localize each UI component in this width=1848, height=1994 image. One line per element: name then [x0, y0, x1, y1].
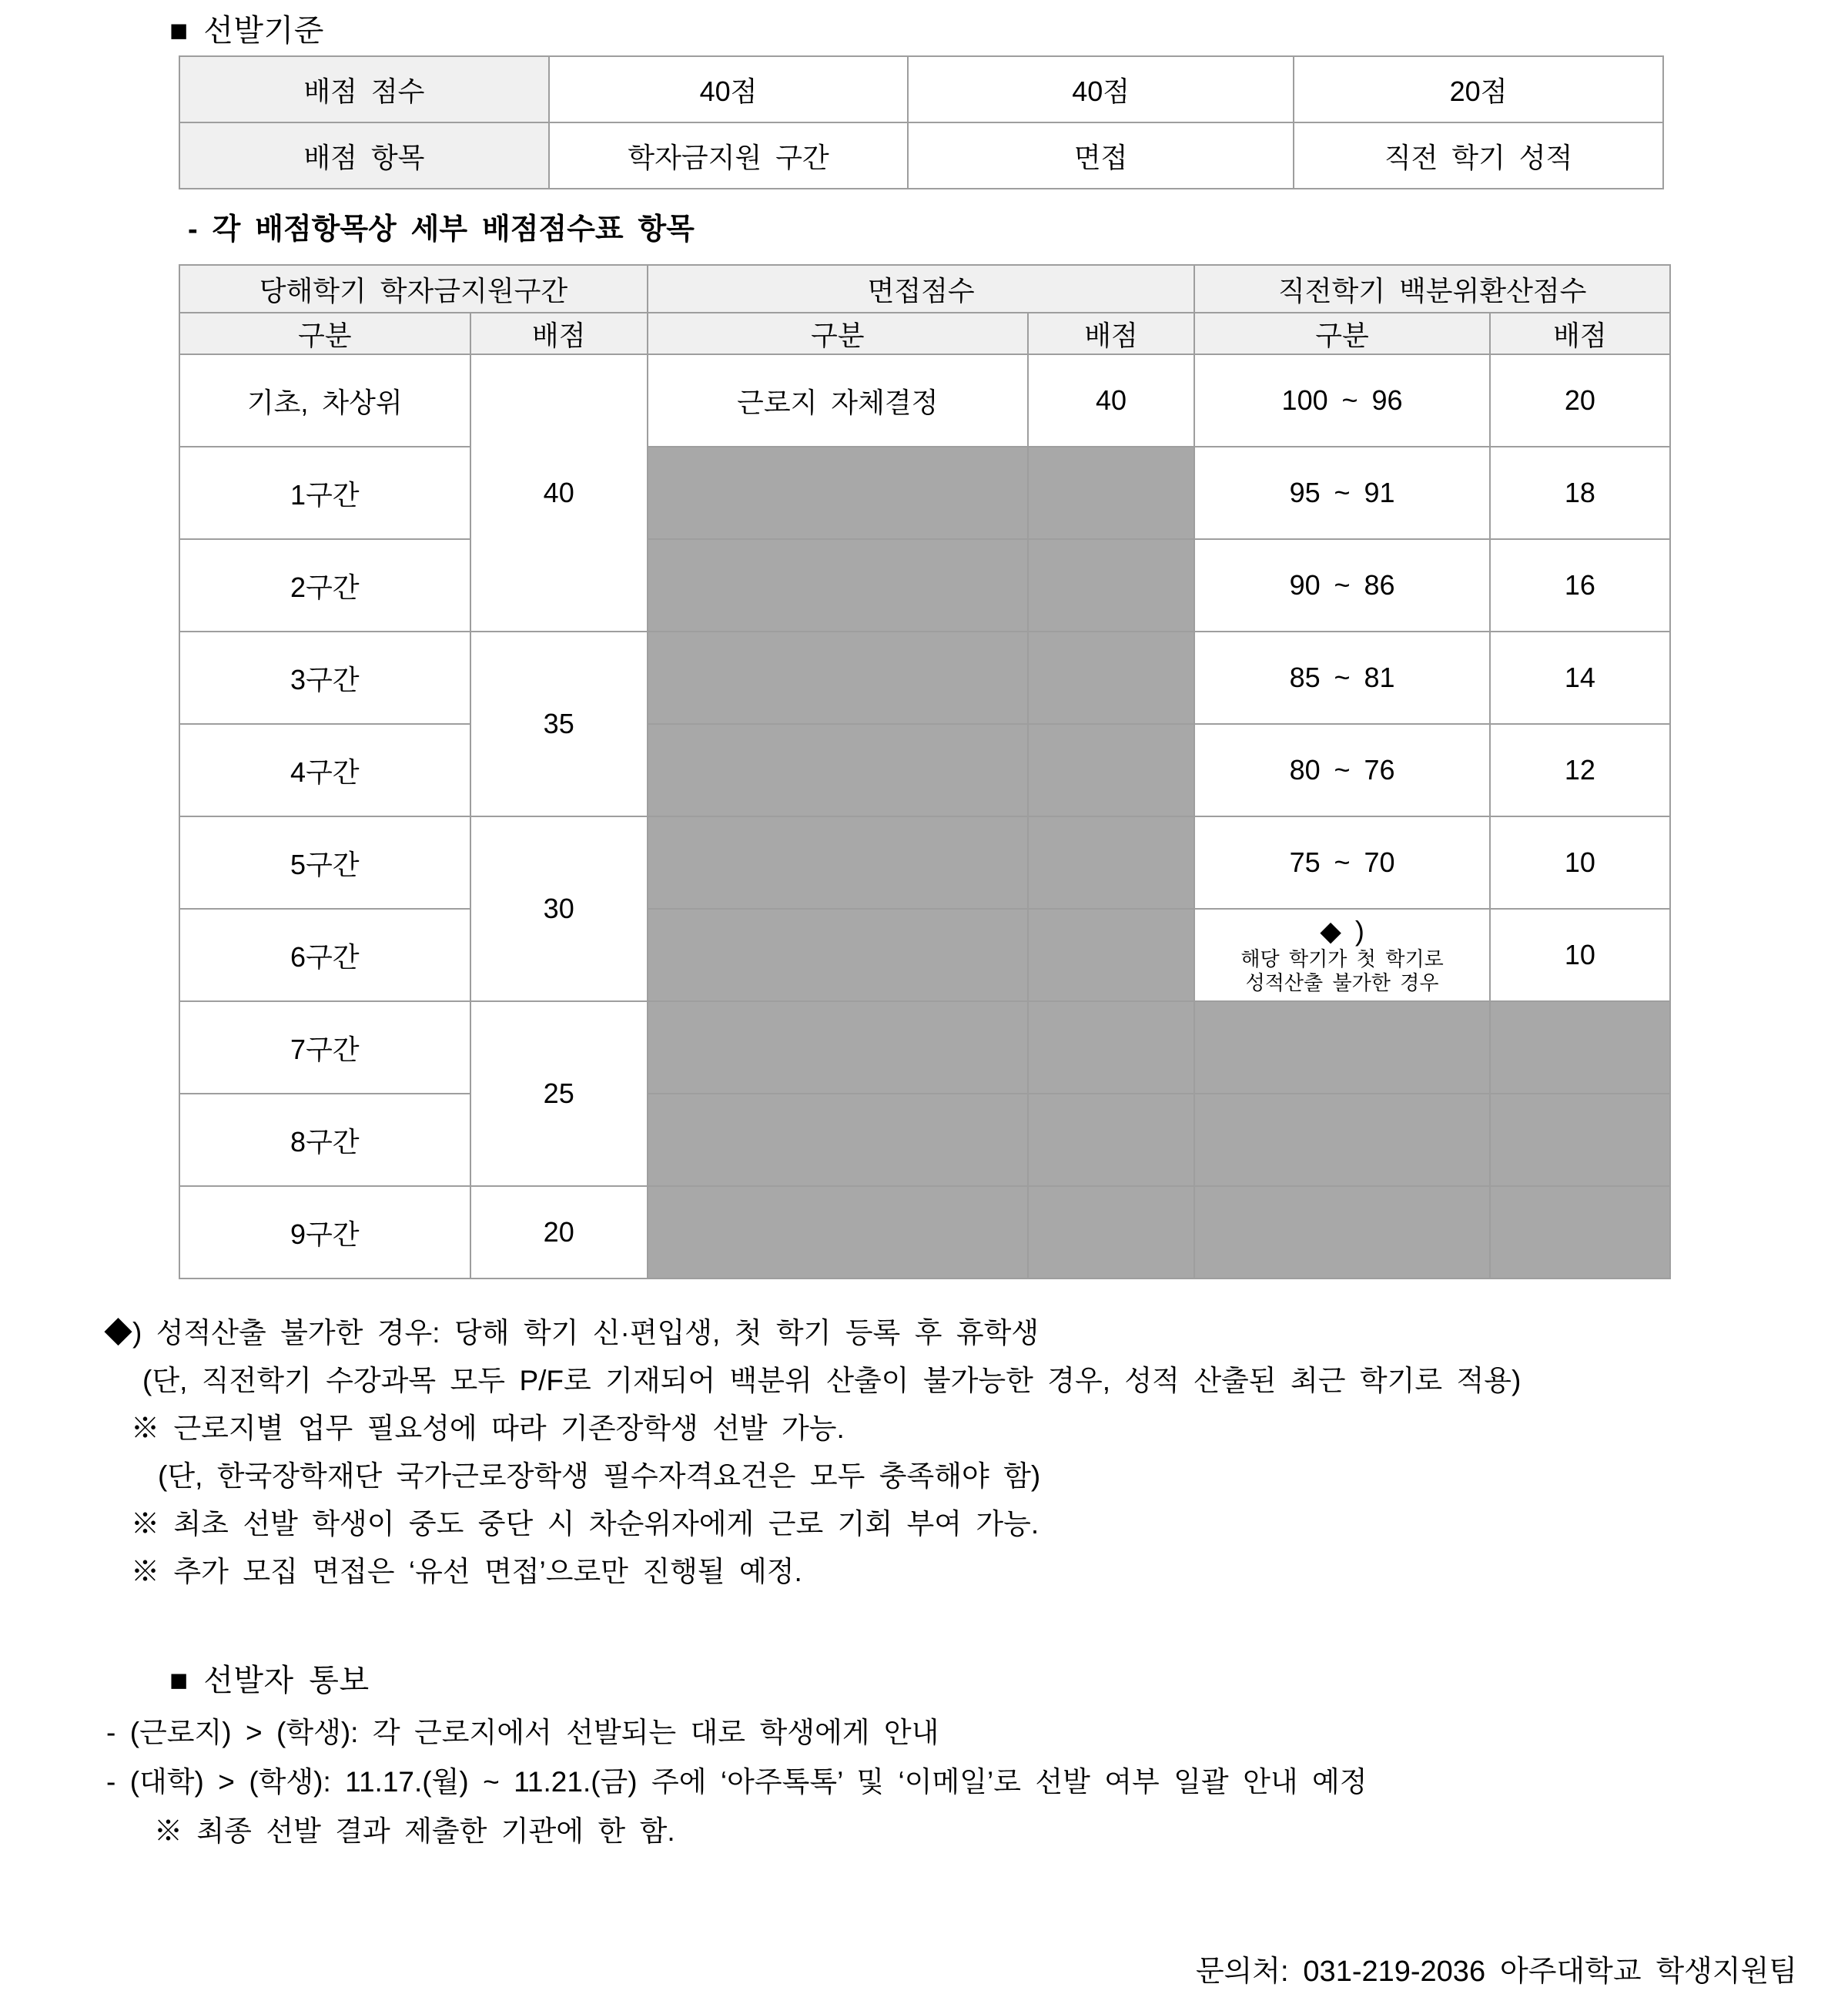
selection-criteria-title: ■ 선발기준: [169, 14, 324, 48]
special-note-line2: 성적산출 불가한 경우: [1245, 971, 1439, 994]
support-category-cell: 4구간: [179, 724, 470, 816]
grade-range-cell: 85 ~ 81: [1194, 632, 1489, 724]
grade-range-cell: 95 ~ 91: [1194, 447, 1489, 539]
notification-title: ■ 선발자 통보: [169, 1664, 370, 1697]
table-row: [179, 1001, 1670, 1094]
special-symbol: ◆ ): [1320, 915, 1364, 947]
grade-score-cell: 20: [1490, 354, 1670, 447]
table-row: [179, 909, 1670, 1001]
allocation-score-value-2: 40점: [908, 56, 1294, 122]
support-category-cell: 기초, 차상위: [179, 354, 470, 447]
interview-score-header: 배점: [1028, 313, 1195, 354]
blocked-cell: [648, 447, 1028, 539]
allocation-table: [179, 55, 1664, 189]
blocked-cell: [1490, 1186, 1670, 1279]
support-category-cell: 6구간: [179, 909, 470, 1001]
grade-score-header: 배점: [1490, 313, 1670, 354]
blocked-cell: [1028, 1001, 1195, 1094]
blocked-cell: [1490, 1094, 1670, 1186]
blocked-cell: [1028, 1186, 1195, 1279]
blocked-cell: [1194, 1094, 1489, 1186]
allocation-score-row: [179, 56, 1663, 122]
sub-header-row: [179, 313, 1670, 354]
blocked-cell: [1028, 539, 1195, 632]
footnote-line: ※ 최초 선발 학생이 중도 중단 시 차순위자에게 근로 기회 부여 가능.: [131, 1508, 1040, 1540]
allocation-score-value-3: 20점: [1294, 56, 1663, 122]
blocked-cell: [648, 539, 1028, 632]
blocked-cell: [648, 1186, 1028, 1279]
support-category-cell: 9구간: [179, 1186, 470, 1279]
table-row: [179, 1094, 1670, 1186]
grade-range-cell: 80 ~ 76: [1194, 724, 1489, 816]
blocked-cell: [1194, 1186, 1489, 1279]
grade-score-cell: 14: [1490, 632, 1670, 724]
support-category-cell: 5구간: [179, 816, 470, 909]
table-row: [179, 539, 1670, 632]
blocked-cell: [1028, 1094, 1195, 1186]
allocation-item-label: 배점 항목: [179, 122, 549, 189]
contact-info: 문의처: 031-219-2036 아주대학교 학생지원팀: [1195, 1955, 1797, 1988]
blocked-cell: [648, 1094, 1028, 1186]
allocation-item-value-1: 학자금지원 구간: [549, 122, 908, 189]
footnote-line: ※ 근로지별 업무 필요성에 따라 기존장학생 선발 가능.: [131, 1413, 845, 1444]
group-header-support: 당해학기 학자금지원구간: [179, 265, 648, 313]
support-category-cell: 3구간: [179, 632, 470, 724]
grade-range-cell: 90 ~ 86: [1194, 539, 1489, 632]
support-score-cell: 40: [470, 354, 648, 632]
blocked-cell: [1028, 909, 1195, 1001]
blocked-cell: [648, 632, 1028, 724]
allocation-score-value-1: 40점: [549, 56, 908, 122]
support-score-cell: 30: [470, 816, 648, 1001]
blocked-cell: [1194, 1001, 1489, 1094]
notification-line: ※ 최종 선발 결과 제출한 기관에 한 함.: [154, 1815, 675, 1847]
table-row: [179, 816, 1670, 909]
detail-table-subtitle: - 각 배점항목상 세부 배점점수표 항목: [188, 213, 695, 246]
footnote-line: ※ 추가 모집 면접은 ‘유선 면접’으로만 진행될 예정.: [131, 1556, 802, 1587]
support-category-cell: 1구간: [179, 447, 470, 539]
group-header-grade: 직전학기 백분위환산점수: [1194, 265, 1670, 313]
footnote-line: (단, 한국장학재단 국가근로장학생 필수자격요건은 모두 충족해야 함): [158, 1460, 1041, 1492]
grade-range-cell: 75 ~ 70: [1194, 816, 1489, 909]
support-category-cell: 7구간: [179, 1001, 470, 1094]
grade-score-cell: 10: [1490, 909, 1670, 1001]
grade-score-cell: 16: [1490, 539, 1670, 632]
grade-category-header: 구분: [1194, 313, 1489, 354]
footnote-line: ◆) 성적산출 불가한 경우: 당해 학기 신·편입생, 첫 학기 등록 후 휴학생: [104, 1317, 1040, 1349]
support-category-cell: 8구간: [179, 1094, 470, 1186]
grade-score-cell: 12: [1490, 724, 1670, 816]
blocked-cell: [648, 1001, 1028, 1094]
blocked-cell: [648, 909, 1028, 1001]
notification-lines: [106, 1708, 1367, 1856]
blocked-cell: [1028, 816, 1195, 909]
table-row: [179, 1186, 1670, 1279]
table-row: [179, 724, 1670, 816]
grade-score-cell: 10: [1490, 816, 1670, 909]
notification-line: - (근로지) > (학생): 각 근로지에서 선발되는 대로 학생에게 안내: [106, 1717, 939, 1748]
support-score-cell: 35: [470, 632, 648, 816]
footnote-line: (단, 직전학기 수강과목 모두 P/F로 기재되어 백분위 산출이 불가능한 경우, 성적 산출된 최근 학기로 적용): [142, 1365, 1522, 1396]
allocation-item-value-2: 면접: [908, 122, 1294, 189]
notification-line: - (대학) > (학생): 11.17.(월) ~ 11.21.(금) 주에 ‘아주톡톡’ 및 ‘이메일’로 선발 여부 일괄 안내 예정: [106, 1766, 1368, 1798]
allocation-score-label: 배점 점수: [179, 56, 549, 122]
grade-range-cell: 100 ~ 96: [1194, 354, 1489, 447]
interview-category-header: 구분: [648, 313, 1028, 354]
special-note-line1: 해당 학기가 첫 학기로: [1240, 947, 1444, 970]
blocked-cell: [1490, 1001, 1670, 1094]
table-row: [179, 447, 1670, 539]
support-category-header: 구분: [179, 313, 470, 354]
group-header-row: [179, 265, 1670, 313]
support-score-cell: 25: [470, 1001, 648, 1186]
blocked-cell: [1028, 447, 1195, 539]
allocation-item-value-3: 직전 학기 성적: [1294, 122, 1663, 189]
grade-score-cell: 18: [1490, 447, 1670, 539]
support-category-cell: 2구간: [179, 539, 470, 632]
footnotes: [104, 1309, 1521, 1596]
table-row: [179, 354, 1670, 447]
allocation-item-row: [179, 122, 1663, 189]
blocked-cell: [1028, 632, 1195, 724]
support-score-header: 배점: [470, 313, 648, 354]
detail-score-table: [179, 264, 1671, 1279]
group-header-interview: 면접점수: [648, 265, 1195, 313]
table-row: [179, 632, 1670, 724]
support-score-cell: 20: [470, 1186, 648, 1279]
interview-score-cell: 40: [1028, 354, 1195, 447]
blocked-cell: [648, 816, 1028, 909]
grade-special-cell: [1194, 909, 1489, 1001]
blocked-cell: [1028, 724, 1195, 816]
blocked-cell: [648, 724, 1028, 816]
interview-category-cell: 근로지 자체결정: [648, 354, 1028, 447]
